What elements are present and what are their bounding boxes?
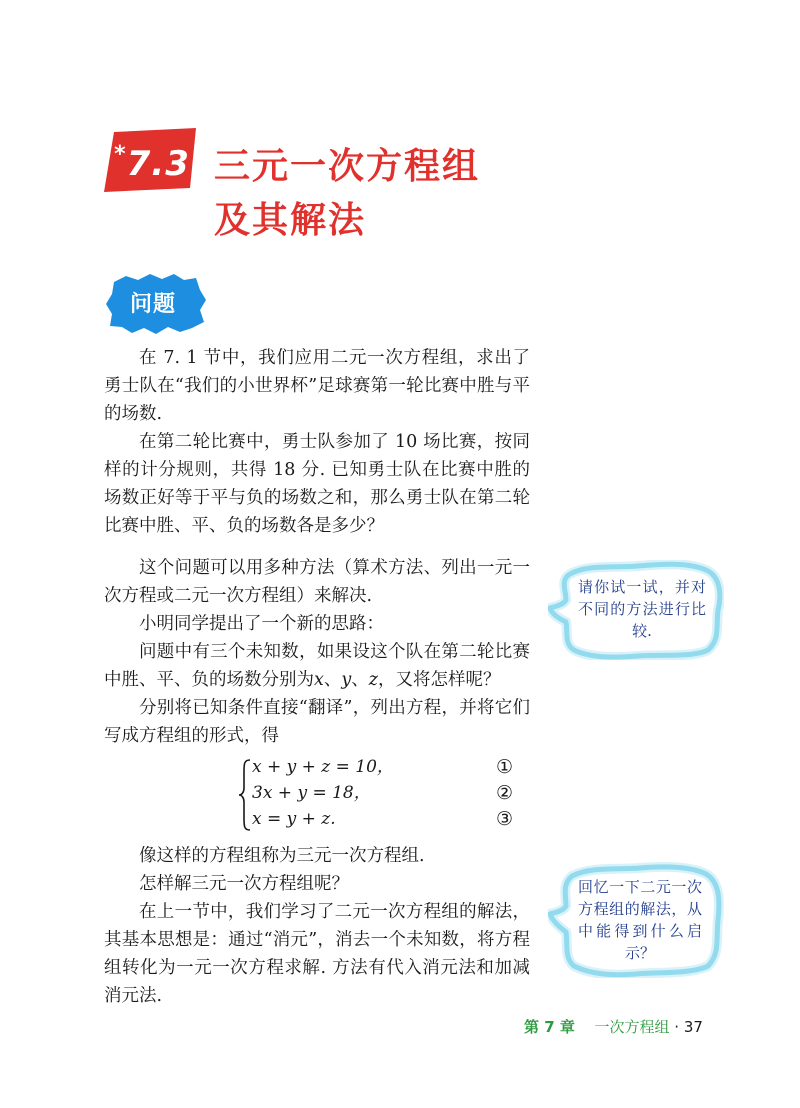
equation-1: x + y + z = 10， <box>252 757 394 777</box>
footer-chapter: 第 7 章 <box>524 1018 575 1036</box>
footer-dot: · <box>674 1018 680 1036</box>
problem-badge <box>104 272 208 336</box>
equation-2: 3x + y = 18， <box>252 783 371 803</box>
page-footer <box>524 1016 703 1037</box>
var-y: y <box>341 670 352 690</box>
equation-number-1: ① <box>496 756 514 778</box>
section-star: * <box>114 142 127 167</box>
body-paragraph-methods: 这个问题可以用多种方法（算术方法、列出一元一次方程或二元一次方程组）来解决. <box>104 558 530 606</box>
body-paragraph-unknowns <box>104 638 530 694</box>
sidenote-text-recall: 回忆一下二元一次方程组的解法，从中能得到什么启示？ <box>578 878 702 962</box>
problem-badge-label: 问题 <box>129 292 176 317</box>
equation-number-2: ② <box>496 782 514 804</box>
var-z: z <box>368 670 378 690</box>
sidenote-text-try: 请你试一试，并对不同的方法进行比较. <box>578 578 706 640</box>
body-paragraph-question: 怎样解三元一次方程组呢？ <box>139 874 349 894</box>
unknowns-text-post: ，又将怎样呢？ <box>378 670 501 690</box>
sep-2: 、 <box>351 670 369 690</box>
unknowns-text-pre: 问题中有三个未知数，如果设这个队在第二轮比赛中胜、平、负的场数分别为 <box>104 642 530 690</box>
sidenote-bubble-recall <box>548 862 724 978</box>
footer-chapter-title: 一次方程组 <box>594 1018 670 1036</box>
left-brace-icon <box>238 758 252 832</box>
body-paragraph-translate: 分别将已知条件直接“翻译”，列出方程，并将它们写成方程组的形式，得 <box>104 698 530 746</box>
sep-1: 、 <box>323 670 342 690</box>
body-paragraph-xiaoming: 小明同学提出了一个新的思路： <box>139 614 384 634</box>
section-number-badge <box>104 128 196 192</box>
section-title-line2: 及其解法 <box>214 200 367 241</box>
problem-paragraph-1: 在 7. 1 节中，我们应用二元一次方程组，求出了勇士队在“我们的小世界杯”足球赛第一轮比赛中胜与平的场数. <box>104 348 530 424</box>
section-title <box>214 140 480 248</box>
body-paragraph-definition: 像这样的方程组称为三元一次方程组. <box>139 846 425 866</box>
equation-3: x = y + z. <box>252 809 336 829</box>
body-paragraph-method: 在上一节中，我们学习了二元一次方程组的解法，其基本思想是：通过“消元”，消去一个未知数，将方程组转化为一元一次方程求解. 方法有代入消元法和加减消元法. <box>104 902 530 1006</box>
section-number <box>112 142 192 184</box>
page-number: 37 <box>683 1018 703 1036</box>
var-x: x <box>314 670 324 690</box>
sidenote-bubble-try <box>548 560 724 660</box>
problem-paragraph-2: 在第二轮比赛中，勇士队参加了 10 场比赛，按同样的计分规则，共得 18 分. 已知勇士队在比赛中胜的场数正好等于平与负的场数之和，那么勇士队在第二轮比赛中胜、平、负的场数各是多少？ <box>104 432 530 536</box>
section-number-text: 7.3 <box>126 144 190 184</box>
equation-number-3: ③ <box>496 808 514 830</box>
section-title-line1: 三元一次方程组 <box>214 146 481 187</box>
